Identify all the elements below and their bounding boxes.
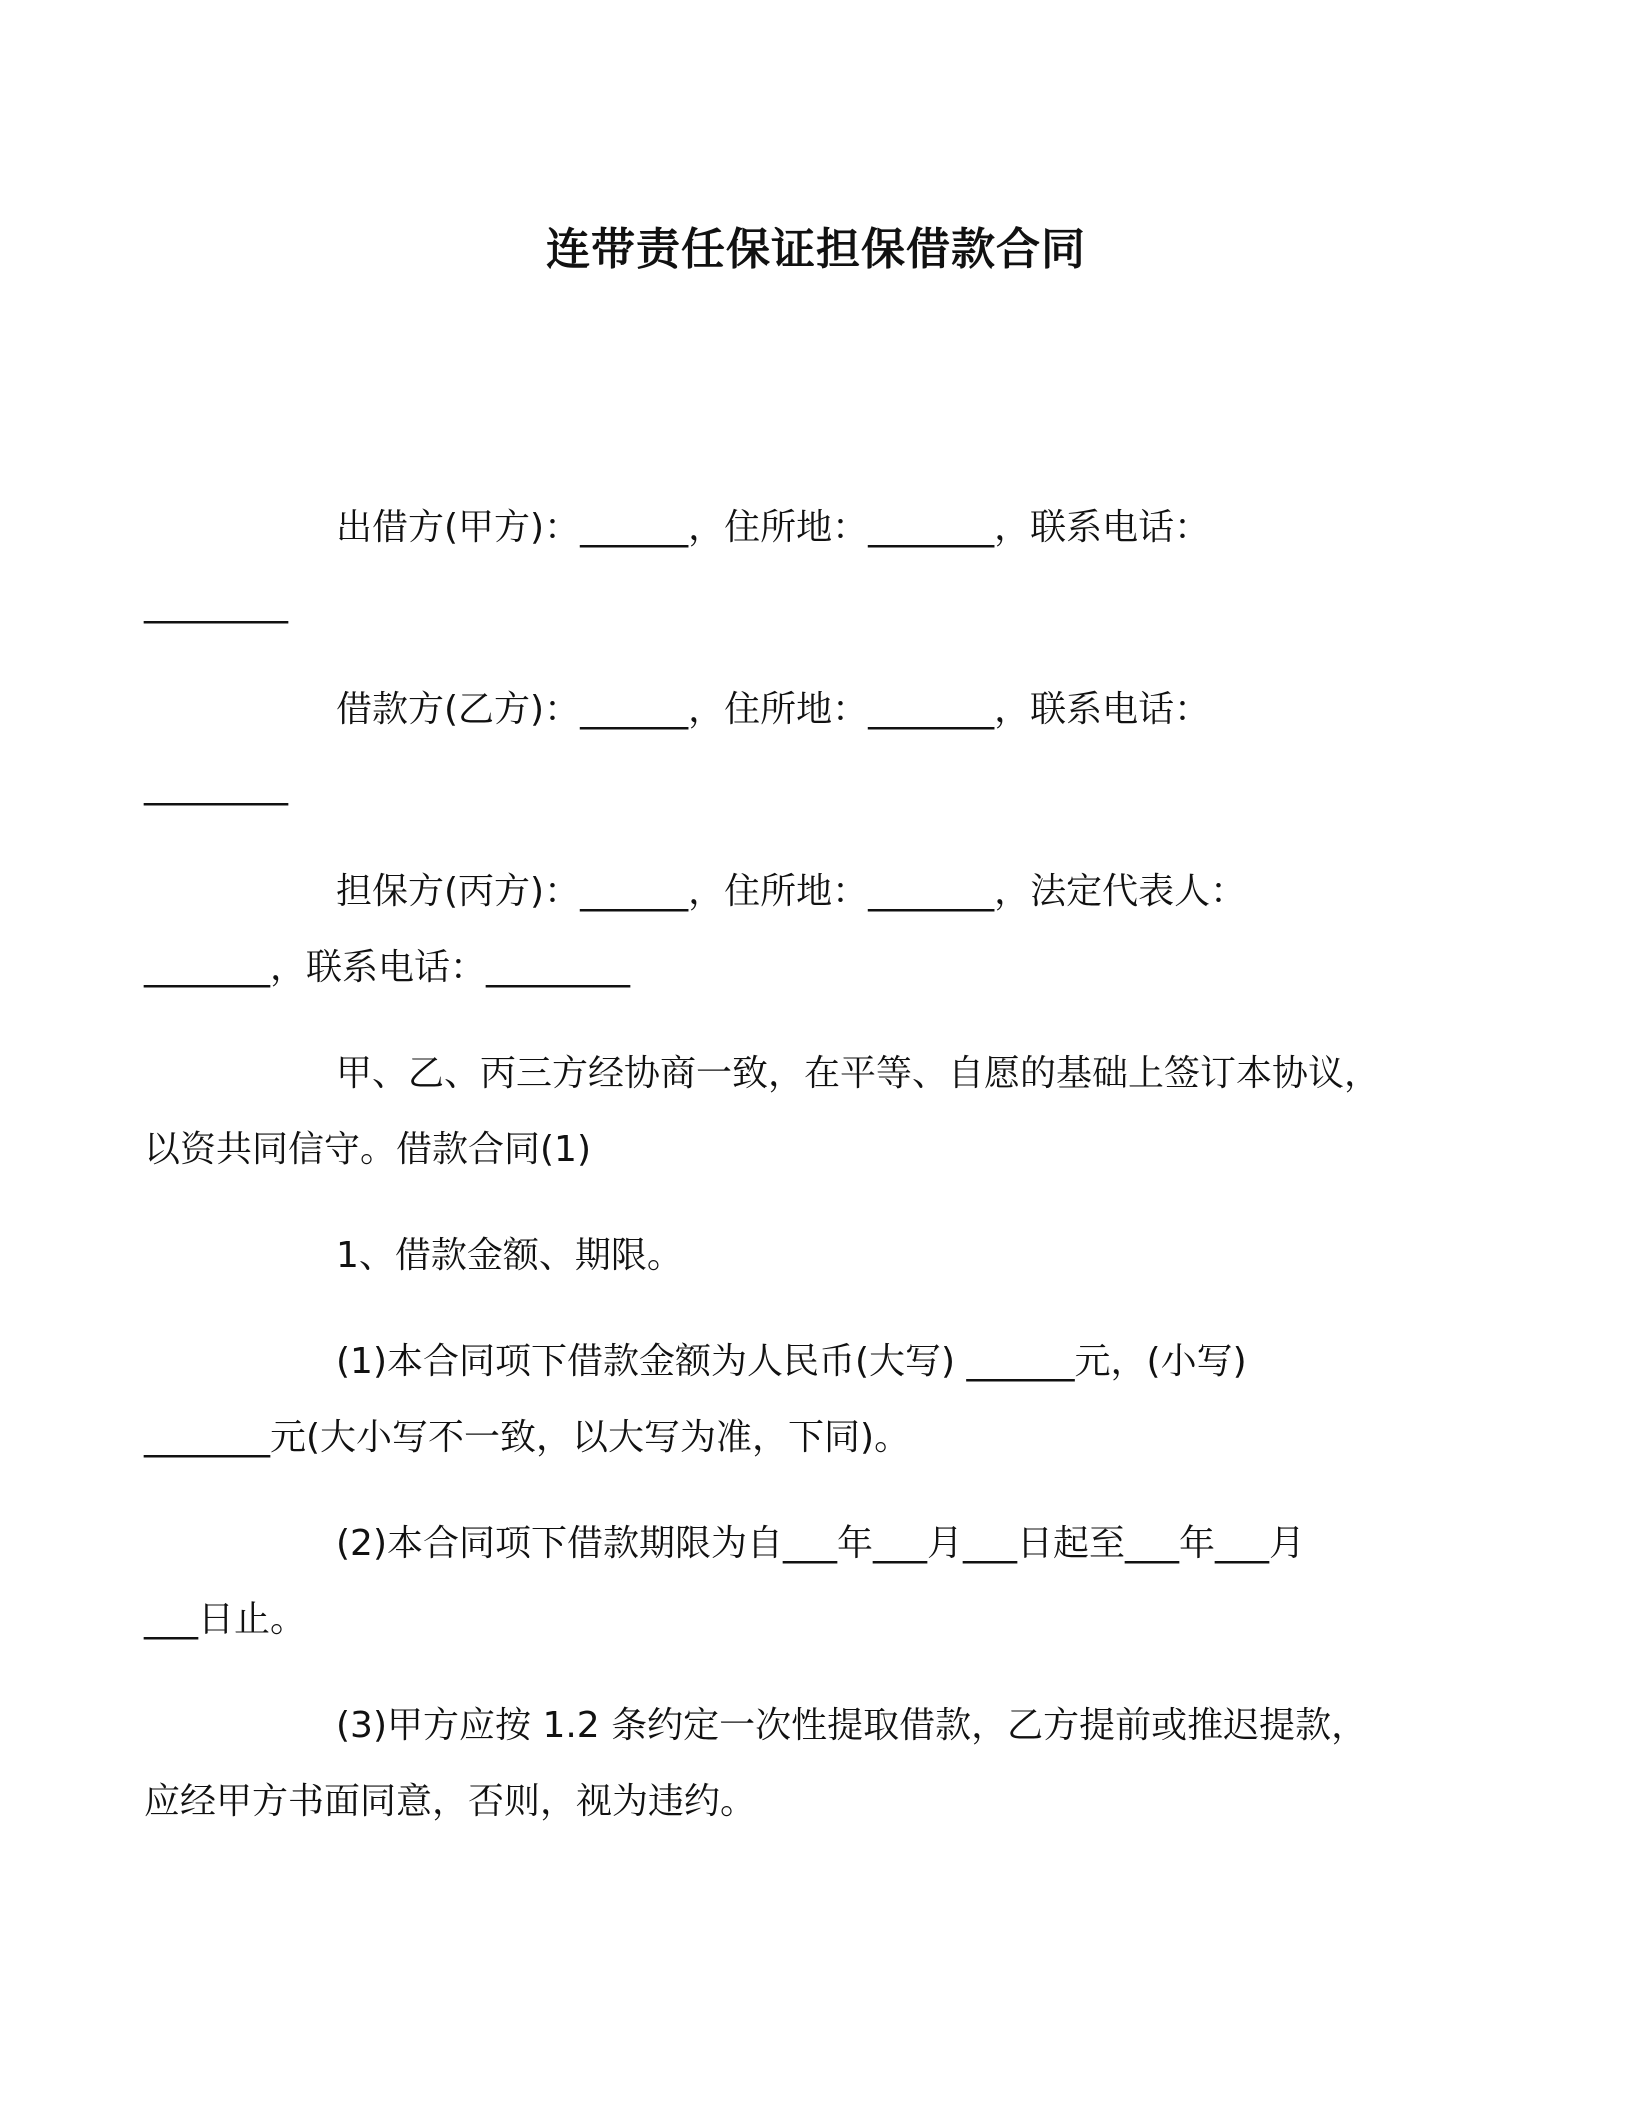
paragraph-line-continuation: ________ (144, 583, 288, 624)
section-heading-loan-amount-term (240, 1218, 1410, 1294)
guarantor-info-paragraph (144, 854, 1410, 1006)
paragraph-line: 借款方(乙方)：______，住所地：_______，联系电话： (336, 689, 1211, 730)
paragraph-line-continuation: _______元(大小写不一致，以大写为准，下同)。 (144, 1417, 911, 1458)
paragraph-line-continuation: ___日止。 (144, 1599, 307, 1640)
paragraph-line-continuation: ________ (144, 765, 288, 806)
agreement-intro-paragraph (144, 1036, 1410, 1188)
paragraph-line: 出借方(甲方)：______，住所地：_______，联系电话： (336, 507, 1211, 548)
paragraph-line: 甲、乙、丙三方经协商一致，在平等、自愿的基础上签订本协议， (336, 1053, 1381, 1094)
paragraph-line: 1、借款金额、期限。 (336, 1235, 683, 1276)
paragraph-line: (3)甲方应按 1.2 条约定一次性提取借款，乙方提前或推迟提款， (336, 1705, 1368, 1746)
loan-term-paragraph (144, 1506, 1410, 1658)
paragraph-line: 担保方(丙方)：______，住所地：_______，法定代表人： (336, 871, 1247, 912)
withdrawal-paragraph (144, 1688, 1410, 1840)
paragraph-line-continuation: _______，联系电话：________ (144, 947, 631, 988)
paragraph-line-continuation: 应经甲方书面同意，否则，视为违约。 (144, 1781, 757, 1822)
paragraph-line-continuation: 以资共同信守。借款合同(1) (144, 1129, 591, 1170)
document-body (144, 490, 1410, 1870)
borrower-info-paragraph (144, 672, 1410, 824)
paragraph-line: (1)本合同项下借款金额为人民币(大写) ______元，(小写) (336, 1341, 1247, 1382)
lender-info-paragraph (144, 490, 1410, 642)
document-title: 连带责任保证担保借款合同 (546, 224, 1086, 275)
paragraph-line: (2)本合同项下借款期限为自___年___月___日起至___年___月 (336, 1523, 1305, 1564)
loan-amount-paragraph (144, 1324, 1410, 1476)
